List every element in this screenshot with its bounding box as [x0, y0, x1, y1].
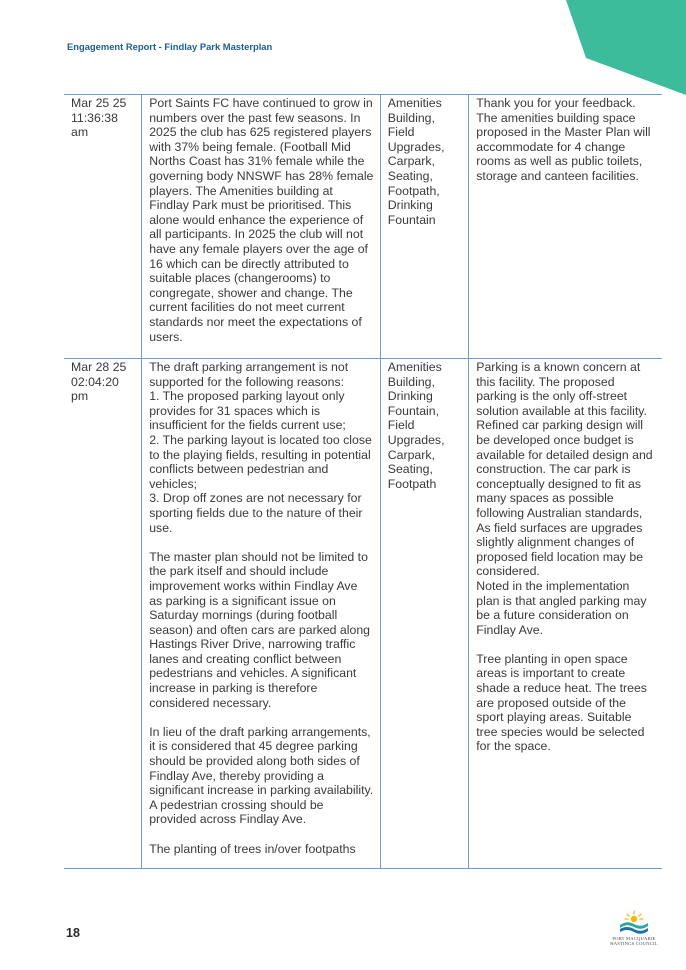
table-row	[64, 95, 662, 359]
submission-date: Mar 28 25	[71, 360, 127, 374]
comment-paragraph: The master plan should not be limited to the park itself and should include improvement works within Findlay Ave as parking is a significant issue on Saturday mornings (during football season) and often cars are parked along Hastings River Drive, narrowing traffic lanes and creating conflict between pedestrians and vehicles. A significant increase in parking is therefore considered necessary.	[149, 549, 371, 710]
response-cell	[469, 359, 662, 869]
comment-paragraph: In lieu of the draft parking arrangements, it is considered that 45 degree parking should be provided along both sides of Findlay Ave, thereby providing a significant increase in parking availability. A pedestrian crossing should be provided across Findlay Ave.	[149, 724, 374, 827]
submission-date: Mar 25 25	[71, 96, 127, 110]
response-paragraph: Thank you for your feedback. The amenities building space proposed in the Master Plan will accommodate for 4 change rooms as well as public toilets, storage and canteen facilities.	[476, 96, 651, 183]
date-cell	[64, 359, 142, 869]
submission-time: 11:36:38 am	[71, 110, 118, 140]
submission-time: 02:04:20 pm	[71, 374, 119, 404]
submissions-table	[64, 94, 662, 869]
comment-paragraph: 3. Drop off zones are not necessary for sporting fields due to the nature of their use.	[149, 491, 363, 535]
topics-cell: Amenities Building, Field Upgrades, Carpark, Seating, Footpath, Drinking Fountain	[380, 95, 469, 359]
comment-cell	[142, 359, 381, 869]
response-paragraph: Parking is a known concern at this facility. The proposed parking is the only off-street solution available at this facility.	[476, 360, 647, 418]
comment-paragraph: The planting of trees in/over footpaths	[149, 841, 356, 856]
council-logo-text-2: HASTINGS COUNCIL	[610, 941, 658, 947]
council-logo	[606, 910, 662, 958]
response-paragraph: As field surfaces are upgrades slightly alignment changes of proposed field location may be considered.	[476, 520, 644, 579]
comment-cell	[142, 95, 381, 359]
date-cell	[64, 95, 142, 359]
comment-paragraph: The draft parking arrangement is not supported for the following reasons:	[149, 360, 349, 389]
topics-cell: Amenities Building, Drinking Fountain, Field Upgrades, Carpark, Seating, Footpath	[380, 359, 469, 869]
comment-paragraph: 2. The parking layout is located too close to the playing fields, resulting in potential conflicts between pedestrian and vehicles;	[149, 432, 372, 491]
response-paragraph: Refined car parking design will be developed once budget is available for detailed design and construction. The car park is conceptually designed to fit as many spaces as possible following Australian standards,	[476, 418, 653, 520]
comment-paragraph: Port Saints FC have continued to grow in numbers over the past few seasons. In 2025 the club has 625 registered players with 37% being female. (Football Mid Norths Coast has 31% female while the governing body NNSWF has 28% female players. The Amenities building at Findlay Park must be prioritised. This alone would enhance the experience of all participants. In 2025 the club will not have any female players over the age of 16 which can be directly attributed to suitable places (changerooms) to congregate, shower and change. The current facilities do not meet current standards nor meet the expectations of users.	[149, 96, 374, 344]
council-logo-text-1: PORT MACQUARIE	[612, 936, 656, 941]
comment-paragraph: 1. The proposed parking layout only provides for 31 spaces which is insufficient for the fields current use;	[149, 389, 346, 433]
response-paragraph: Noted in the implementation plan is that angled parking may be a future consideration on Findlay Ave.	[476, 578, 647, 637]
table-row	[64, 359, 662, 869]
paragraph-gap	[149, 710, 374, 725]
corner-accent-shape	[566, 0, 686, 95]
response-cell	[469, 95, 662, 359]
report-header-title: Engagement Report - Findlay Park Masterplan	[67, 41, 273, 52]
council-logo-icon	[617, 910, 651, 936]
response-paragraph: Tree planting in open space areas is important to create shade a reduce heat. The trees are proposed outside of the sport playing areas. Suitable tree species would be selected for the space.	[476, 651, 647, 754]
page-number: 18	[66, 926, 80, 940]
paragraph-gap	[149, 535, 374, 550]
paragraph-gap	[149, 827, 374, 842]
paragraph-gap	[476, 637, 656, 652]
